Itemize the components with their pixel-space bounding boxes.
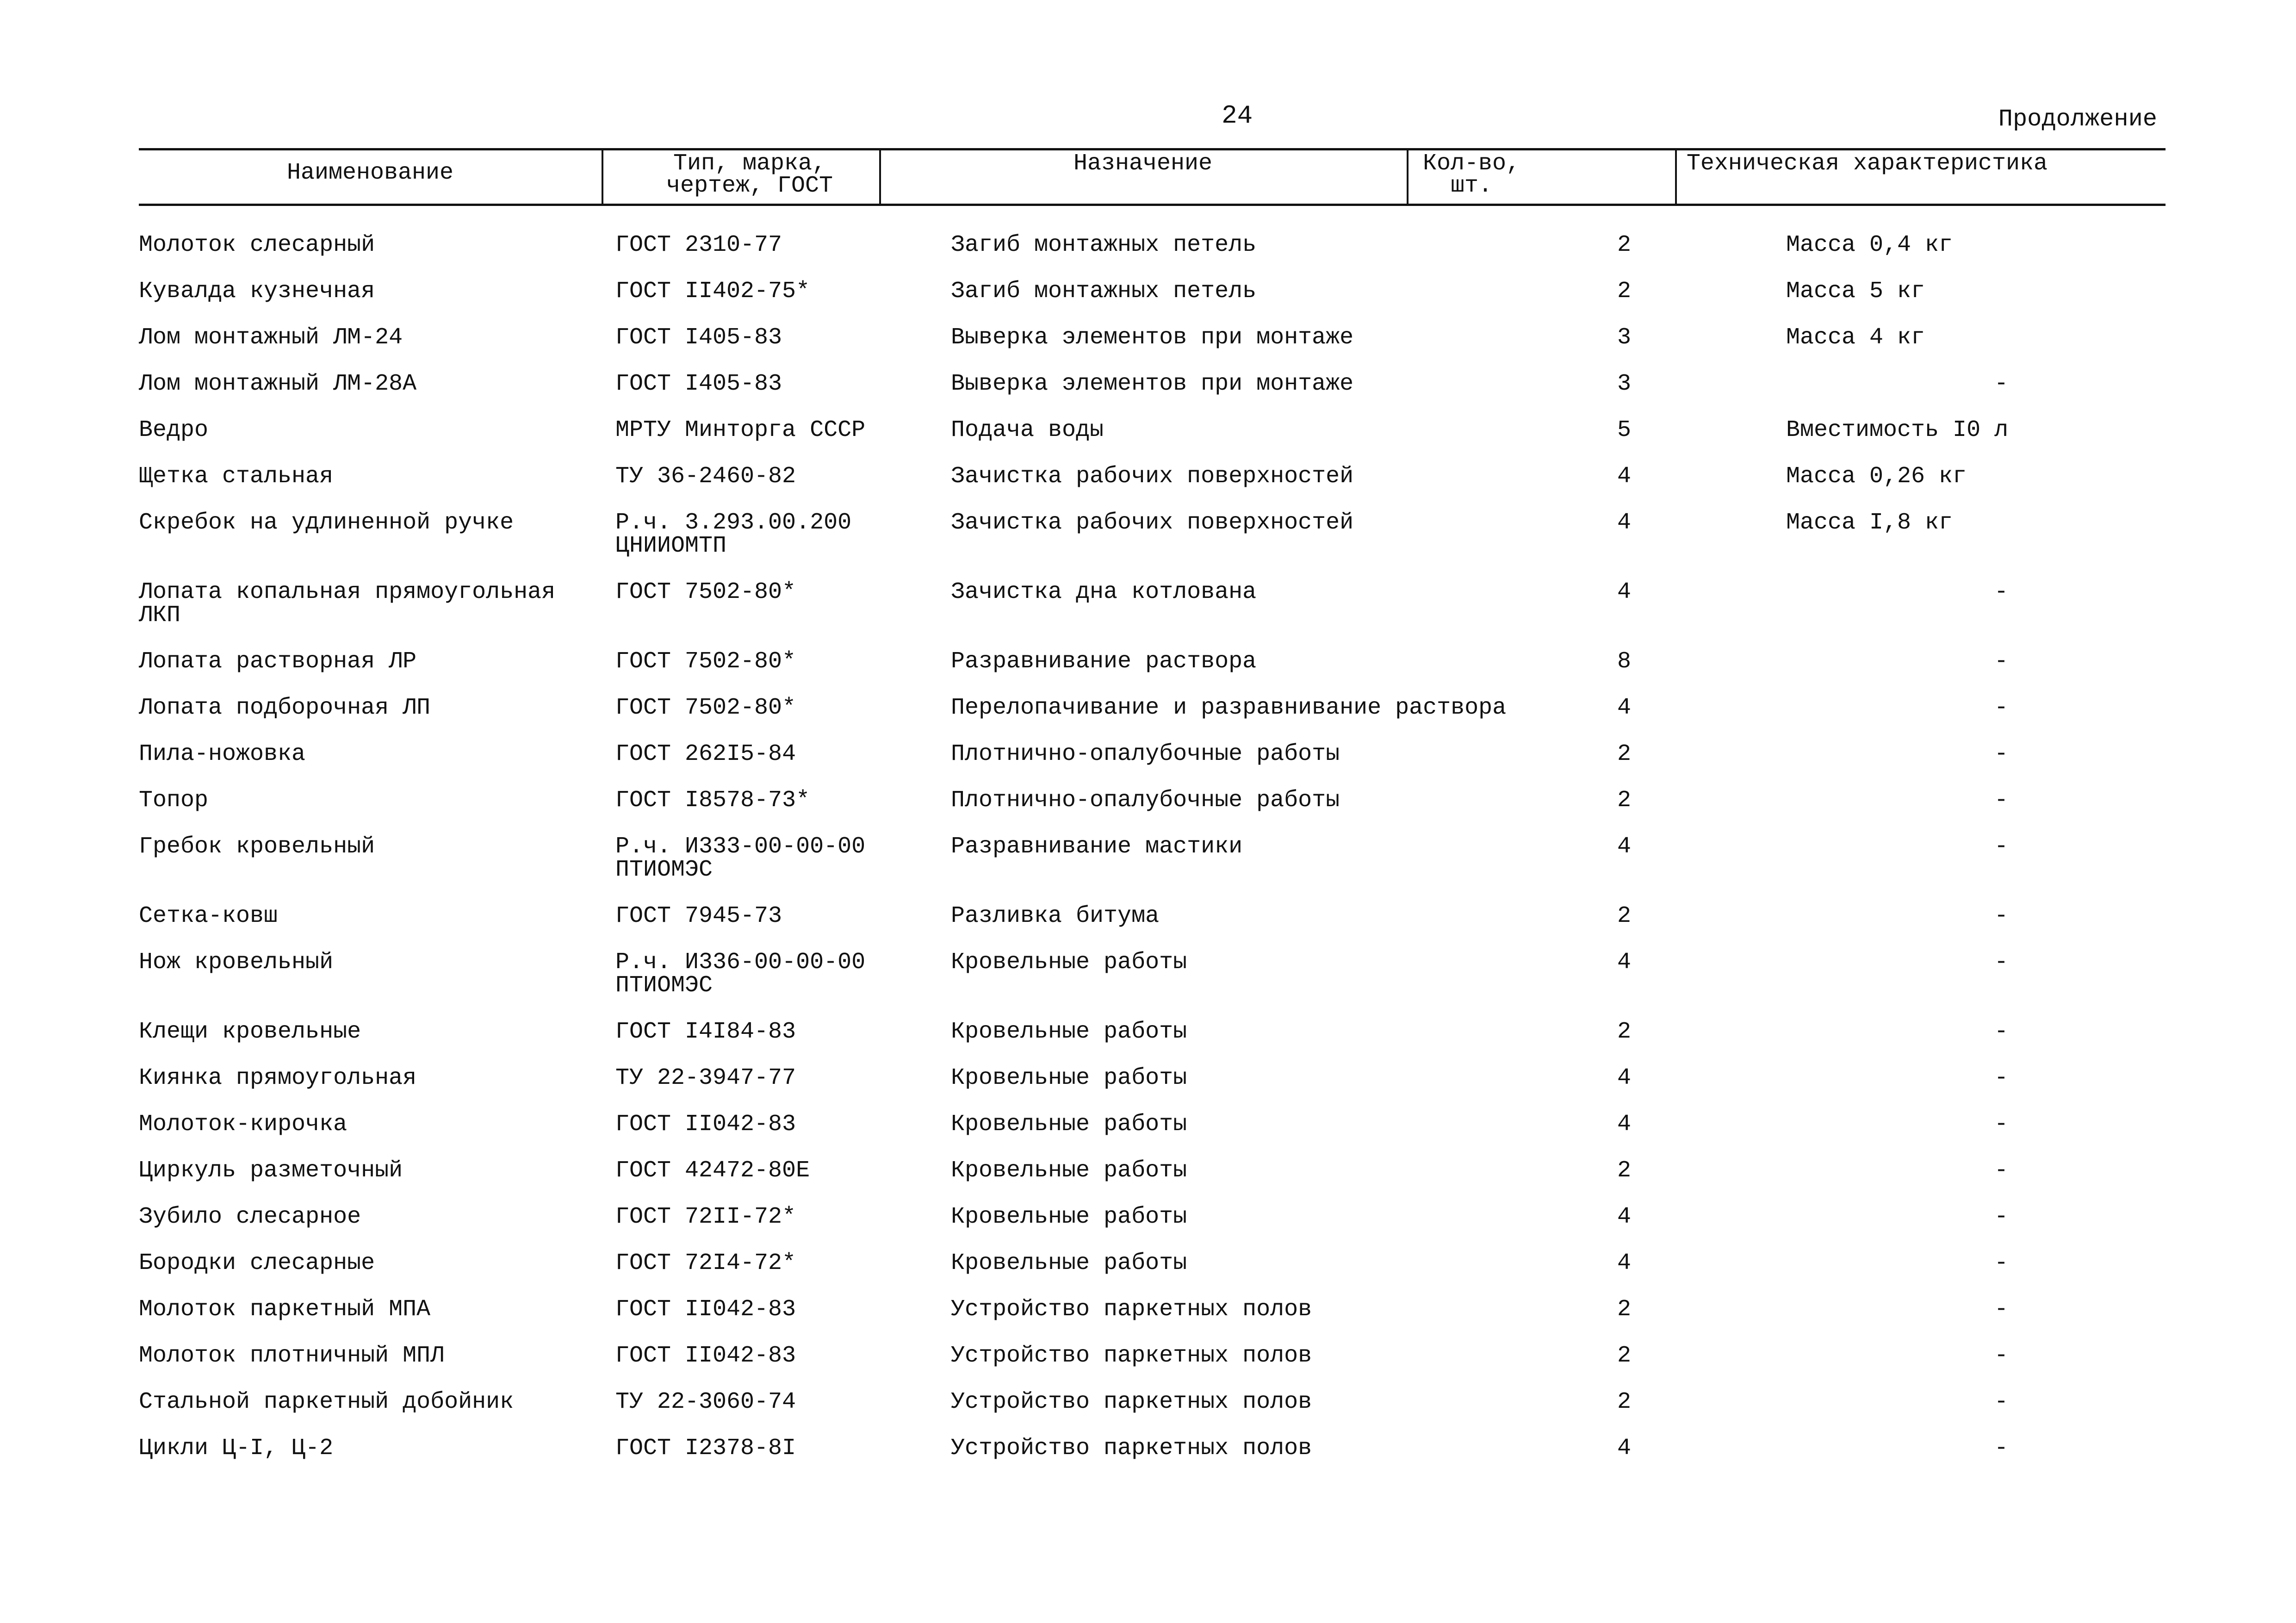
item-name-line1: Молоток-кирочка <box>139 1111 348 1138</box>
item-purpose: Разравнивание раствора <box>951 648 1257 675</box>
item-quantity: 4 <box>1617 1204 1631 1230</box>
item-quantity: 2 <box>1617 1296 1631 1323</box>
item-type <box>615 1252 796 1275</box>
item-spec: - <box>1994 371 2009 397</box>
table-row <box>139 696 2166 743</box>
item-type-line1: ГОСТ I8578-73* <box>615 787 810 814</box>
table-row <box>139 465 2166 511</box>
column-header-name-text: Наименование <box>286 160 454 186</box>
item-type <box>615 1206 796 1229</box>
item-spec: Масса 4 кг <box>1786 324 1925 351</box>
item-type-line1: ГОСТ 7945-73 <box>615 903 782 929</box>
item-name <box>139 1159 403 1182</box>
item-purpose: Кровельные работы <box>951 949 1187 976</box>
table-row <box>139 1391 2166 1437</box>
column-header-purpose-text: Назначение <box>1073 150 1213 177</box>
item-purpose: Плотнично-опалубочные работы <box>951 787 1340 814</box>
table-row <box>139 1020 2166 1067</box>
item-spec: Масса I,8 кг <box>1786 510 1953 536</box>
item-name-line1: Скребок на удлиненной ручке <box>139 510 514 536</box>
item-type-line1: Р.ч. 3.293.00.200 <box>615 510 852 536</box>
item-spec: Вместимость I0 л <box>1786 417 2009 443</box>
item-type-line1: Р.ч. И333-00-00-00 <box>615 833 866 860</box>
item-type <box>615 419 865 442</box>
table-row <box>139 1344 2166 1391</box>
table-row <box>139 234 2166 280</box>
table-row <box>139 650 2166 696</box>
item-spec: Масса 0,26 кг <box>1786 463 1967 490</box>
item-name-line1: Сетка-ковш <box>139 903 278 929</box>
item-purpose: Перелопачивание и разравнивание раствора <box>951 695 1507 721</box>
item-type <box>615 234 782 257</box>
item-type-line2: ПТИОМЭС <box>615 857 713 883</box>
item-name <box>139 696 430 720</box>
item-type <box>615 905 782 928</box>
item-name <box>139 951 333 974</box>
item-name-line1: Зубило слесарное <box>139 1204 361 1230</box>
item-type <box>615 326 782 349</box>
item-purpose: Подача воды <box>951 417 1104 443</box>
item-spec: - <box>1994 1343 2009 1369</box>
item-type-line1: ГОСТ 7502-80* <box>615 648 796 675</box>
item-type-line1: ТУ 22-3060-74 <box>615 1389 796 1415</box>
item-name <box>139 1020 361 1044</box>
item-spec: - <box>1994 579 2009 605</box>
item-quantity: 3 <box>1617 371 1631 397</box>
item-type <box>615 1391 796 1414</box>
item-name <box>139 1206 361 1229</box>
item-spec: - <box>1994 787 2009 814</box>
item-type <box>615 743 796 766</box>
item-quantity: 4 <box>1617 1435 1631 1461</box>
item-type <box>615 696 796 720</box>
item-type-line1: ГОСТ 7502-80* <box>615 695 796 721</box>
item-type-line1: ГОСТ 72II-72* <box>615 1204 796 1230</box>
item-type <box>615 1344 796 1368</box>
table-row <box>139 951 2166 1020</box>
item-quantity: 4 <box>1617 1250 1631 1276</box>
item-name-line1: Гребок кровельный <box>139 833 375 860</box>
item-name-line1: Бородки слесарные <box>139 1250 375 1276</box>
item-purpose: Устройство паркетных полов <box>951 1389 1312 1415</box>
item-name <box>139 789 208 812</box>
item-type-line1: ГОСТ I2378-8I <box>615 1435 796 1461</box>
item-quantity: 4 <box>1617 579 1631 605</box>
table-row <box>139 835 2166 905</box>
item-spec: - <box>1994 1157 2009 1184</box>
item-spec: - <box>1994 949 2009 976</box>
item-spec: Масса 0,4 кг <box>1786 232 1953 258</box>
item-type <box>615 280 810 303</box>
item-name-line1: Циркуль разметочный <box>139 1157 403 1184</box>
item-name-line1: Лом монтажный ЛМ-28А <box>139 371 417 397</box>
item-purpose: Разравнивание мастики <box>951 833 1243 860</box>
item-name-line1: Киянка прямоугольная <box>139 1065 417 1091</box>
item-type-line1: ГОСТ I4I84-83 <box>615 1019 796 1045</box>
item-quantity: 2 <box>1617 1019 1631 1045</box>
item-type-line2: ПТИОМЭС <box>615 972 713 999</box>
item-name-line1: Лом монтажный ЛМ-24 <box>139 324 403 351</box>
item-purpose: Зачистка рабочих поверхностей <box>951 510 1354 536</box>
item-type <box>615 1159 810 1182</box>
item-spec: - <box>1994 1250 2009 1276</box>
item-name-line1: Лопата растворная ЛР <box>139 648 417 675</box>
item-spec: - <box>1994 1204 2009 1230</box>
table-row <box>139 1206 2166 1252</box>
item-purpose: Устройство паркетных полов <box>951 1343 1312 1369</box>
item-name <box>139 419 208 442</box>
table-row <box>139 1159 2166 1206</box>
item-purpose: Разливка битума <box>951 903 1160 929</box>
item-name <box>139 465 333 488</box>
item-spec: - <box>1994 741 2009 767</box>
table-row <box>139 280 2166 326</box>
page-number: 24 <box>1222 101 1253 131</box>
item-spec: - <box>1994 695 2009 721</box>
item-type-line1: ГОСТ 7502-80* <box>615 579 796 605</box>
item-type-line1: МРТУ Минторга СССР <box>615 417 866 443</box>
item-purpose: Кровельные работы <box>951 1157 1187 1184</box>
item-purpose: Кровельные работы <box>951 1250 1187 1276</box>
table-row <box>139 1113 2166 1159</box>
item-name-line1: Ведро <box>139 417 209 443</box>
item-name-line1: Нож кровельный <box>139 949 334 976</box>
column-header-type-line1: Тип, марка, <box>673 150 826 177</box>
item-type <box>615 1067 796 1090</box>
item-type-line1: ГОСТ 42472-80Е <box>615 1157 810 1184</box>
column-header-spec-text: Техническая характеристика <box>1686 150 2048 177</box>
item-type-line1: ГОСТ 2310-77 <box>615 232 782 258</box>
item-spec: - <box>1994 833 2009 860</box>
item-name-line2: ЛКП <box>139 602 181 628</box>
item-quantity: 2 <box>1617 1157 1631 1184</box>
item-name <box>139 1344 444 1368</box>
item-name-line1: Лопата подборочная ЛП <box>139 695 431 721</box>
item-type <box>615 1113 796 1136</box>
column-header-spec <box>1569 148 2166 205</box>
table-row <box>139 905 2166 951</box>
item-spec: - <box>1994 1389 2009 1415</box>
item-name <box>139 326 403 349</box>
table-row <box>139 1067 2166 1113</box>
item-spec: Масса 5 кг <box>1786 278 1925 305</box>
item-name-line1: Клещи кровельные <box>139 1019 361 1045</box>
item-quantity: 4 <box>1617 695 1631 721</box>
item-name <box>139 581 555 627</box>
item-type-line1: ГОСТ II042-83 <box>615 1111 796 1138</box>
item-type <box>615 581 796 604</box>
item-purpose: Кровельные работы <box>951 1204 1187 1230</box>
item-name <box>139 835 375 858</box>
item-type-line2: ЦНИИОМТП <box>615 533 727 559</box>
item-type <box>615 650 796 673</box>
item-type-line1: ГОСТ II042-83 <box>615 1296 796 1323</box>
item-name <box>139 280 375 303</box>
item-type <box>615 789 810 812</box>
item-purpose: Устройство паркетных полов <box>951 1435 1312 1461</box>
item-type <box>615 951 865 997</box>
column-header-qty-line2: шт. <box>1450 173 1492 199</box>
item-quantity: 2 <box>1617 278 1631 305</box>
item-name <box>139 1391 514 1414</box>
continuation-label: Продолжение <box>1998 106 2157 133</box>
item-spec: - <box>1994 648 2009 675</box>
item-purpose: Выверка элементов при монтаже <box>951 371 1354 397</box>
item-quantity: 4 <box>1617 949 1631 976</box>
item-purpose: Загиб монтажных петель <box>951 278 1257 305</box>
item-name-line1: Стальной паркетный добойник <box>139 1389 514 1415</box>
item-name-line1: Кувалда кузнечная <box>139 278 375 305</box>
item-name <box>139 1113 347 1136</box>
item-type-line1: ТУ 36-2460-82 <box>615 463 796 490</box>
item-type <box>615 511 851 558</box>
item-quantity: 4 <box>1617 1111 1631 1138</box>
table-row <box>139 1437 2166 1483</box>
item-type-line1: ГОСТ I405-83 <box>615 371 782 397</box>
item-name <box>139 1067 416 1090</box>
table-row <box>139 789 2166 835</box>
item-purpose: Загиб монтажных петель <box>951 232 1257 258</box>
item-name <box>139 373 416 396</box>
item-quantity: 2 <box>1617 1343 1631 1369</box>
column-header-type-line2: чертеж, ГОСТ <box>666 173 833 199</box>
table-row <box>139 373 2166 419</box>
item-name-line1: Щетка стальная <box>139 463 334 490</box>
item-name-line1: Лопата копальная прямоугольная <box>139 579 556 605</box>
table-row <box>139 1252 2166 1298</box>
table-row <box>139 1298 2166 1344</box>
item-purpose: Устройство паркетных полов <box>951 1296 1312 1323</box>
item-name-line1: Топор <box>139 787 209 814</box>
item-spec: - <box>1994 1111 2009 1138</box>
item-spec: - <box>1994 1019 2009 1045</box>
item-quantity: 4 <box>1617 463 1631 490</box>
column-header-name <box>139 148 602 205</box>
item-type <box>615 373 782 396</box>
table-header <box>139 148 2166 205</box>
item-quantity: 3 <box>1617 324 1631 351</box>
item-quantity: 4 <box>1617 833 1631 860</box>
item-quantity: 4 <box>1617 510 1631 536</box>
item-type <box>615 1020 796 1044</box>
item-name-line1: Молоток слесарный <box>139 232 375 258</box>
item-purpose: Зачистка рабочих поверхностей <box>951 463 1354 490</box>
table-body <box>139 234 2166 1483</box>
item-type-line1: ГОСТ I405-83 <box>615 324 782 351</box>
item-type <box>615 1437 796 1460</box>
table-row <box>139 419 2166 465</box>
item-quantity: 2 <box>1617 903 1631 929</box>
item-spec: - <box>1994 903 2009 929</box>
table-row <box>139 511 2166 581</box>
item-quantity: 2 <box>1617 232 1631 258</box>
item-purpose: Плотнично-опалубочные работы <box>951 741 1340 767</box>
item-name <box>139 511 514 535</box>
item-quantity: 2 <box>1617 741 1631 767</box>
column-header-purpose <box>879 148 1407 205</box>
item-purpose: Кровельные работы <box>951 1111 1187 1138</box>
table-row <box>139 743 2166 789</box>
column-header-type <box>620 148 879 205</box>
item-purpose: Зачистка дна котлована <box>951 579 1257 605</box>
item-type <box>615 1298 796 1321</box>
item-type-line1: ГОСТ 262I5-84 <box>615 741 796 767</box>
item-type-line1: ГОСТ II042-83 <box>615 1343 796 1369</box>
item-name <box>139 905 278 928</box>
item-type <box>615 465 796 488</box>
column-header-qty <box>1407 148 1536 205</box>
item-quantity: 5 <box>1617 417 1631 443</box>
item-quantity: 4 <box>1617 1065 1631 1091</box>
item-quantity: 2 <box>1617 787 1631 814</box>
item-spec: - <box>1994 1065 2009 1091</box>
item-type <box>615 835 865 882</box>
table-row <box>139 326 2166 373</box>
item-name <box>139 1298 430 1321</box>
item-type-line1: Р.ч. И336-00-00-00 <box>615 949 866 976</box>
item-name-line1: Пила-ножовка <box>139 741 306 767</box>
item-type-line1: ГОСТ 72I4-72* <box>615 1250 796 1276</box>
item-spec: - <box>1994 1435 2009 1461</box>
item-quantity: 2 <box>1617 1389 1631 1415</box>
table-row <box>139 581 2166 650</box>
item-name <box>139 1252 375 1275</box>
item-name-line1: Молоток паркетный МПА <box>139 1296 431 1323</box>
item-type-line1: ТУ 22-3947-77 <box>615 1065 796 1091</box>
item-name <box>139 234 375 257</box>
item-spec: - <box>1994 1296 2009 1323</box>
item-name <box>139 650 416 673</box>
item-name <box>139 743 305 766</box>
header-separator <box>602 148 603 205</box>
item-name-line1: Молоток плотничный МПЛ <box>139 1343 445 1369</box>
item-type-line1: ГОСТ II402-75* <box>615 278 810 305</box>
item-name <box>139 1437 333 1460</box>
item-purpose: Кровельные работы <box>951 1019 1187 1045</box>
item-name-line1: Цикли Ц-I, Ц-2 <box>139 1435 334 1461</box>
column-header-qty-line1: Кол-во, <box>1422 150 1520 177</box>
item-purpose: Кровельные работы <box>951 1065 1187 1091</box>
item-purpose: Выверка элементов при монтаже <box>951 324 1354 351</box>
item-quantity: 8 <box>1617 648 1631 675</box>
